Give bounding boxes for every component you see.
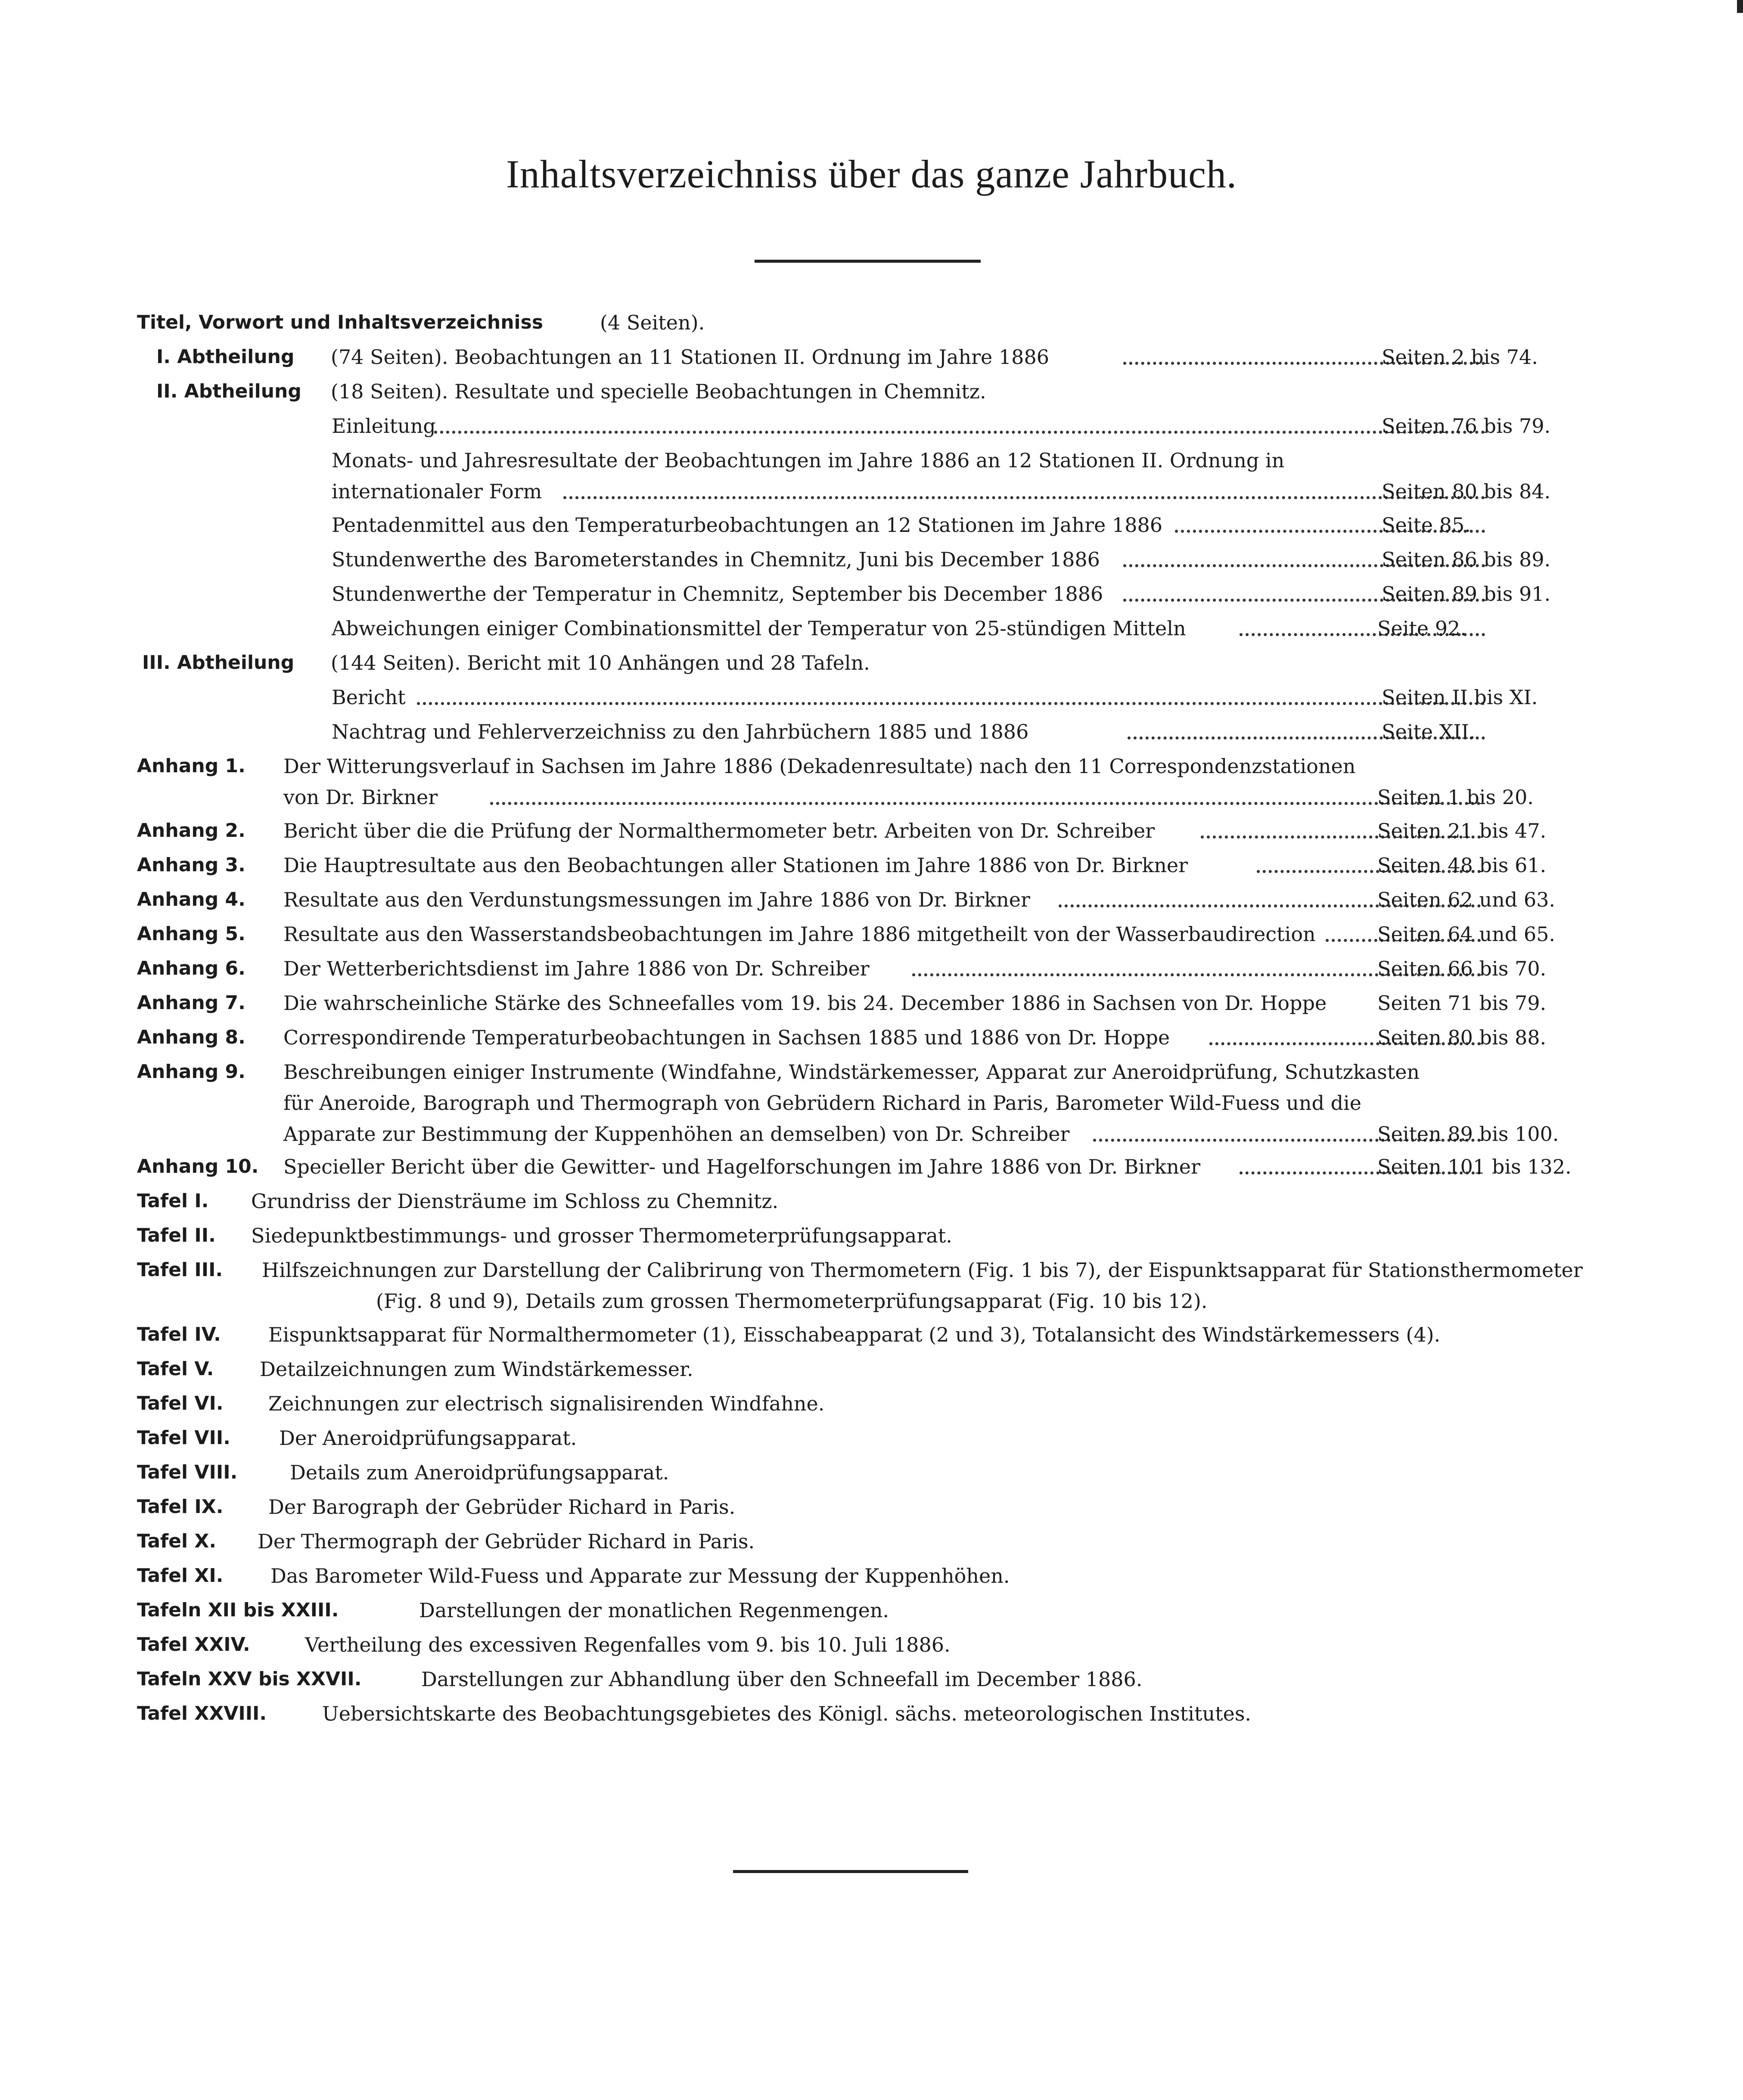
- anhang-text: von Dr. Birkner: [283, 786, 438, 809]
- tafel-heading: Tafeln XXV bis XXVII.: [137, 1668, 362, 1690]
- anhang-ref: Seiten 48 bis 61.: [1377, 854, 1547, 877]
- anhang-ref: Seiten 101 bis 132.: [1377, 1155, 1572, 1178]
- anhang-heading: Anhang 7.: [137, 992, 245, 1014]
- leader-dots: [563, 496, 1485, 499]
- abt2-text: (18 Seiten). Resultate und specielle Beobachtungen in Chemnitz.: [331, 380, 986, 403]
- abt3-text: (144 Seiten). Bericht mit 10 Anhängen und 28 Tafeln.: [331, 651, 870, 674]
- toc-tafel: [137, 1223, 1588, 1258]
- tafel-heading: Tafel II.: [137, 1224, 216, 1246]
- intro-text: (4 Seiten).: [600, 311, 705, 334]
- tafel-text: Details zum Aneroidprüfungsapparat.: [290, 1461, 669, 1484]
- closing-rule: [733, 1870, 968, 1873]
- tafel-text: Siedepunktbestimmungs- und grosser Thermometerprüfungsapparat.: [251, 1224, 952, 1247]
- toc-abt1: [137, 345, 1588, 379]
- anhang-heading: Anhang 8.: [137, 1026, 245, 1048]
- tafel-heading: Tafel V.: [137, 1358, 214, 1380]
- toc-abt2-item: [137, 547, 1588, 581]
- tafel-text: Uebersichtskarte des Beobachtungsgebietes des Königl. sächs. meteorologischen Institutes.: [322, 1702, 1252, 1725]
- anhang-heading: Anhang 6.: [137, 957, 245, 979]
- anhang-heading: Anhang 4.: [137, 888, 245, 910]
- tafel-heading: Tafel X.: [137, 1530, 217, 1552]
- item-text: Abweichungen einiger Combinationsmittel der Temperatur von 25-stündigen Mitteln: [332, 617, 1186, 640]
- tafel-text: Eispunktsapparat für Normalthermometer (1), Eisschabeapparat (2 und 3), Totalansicht des Windstärkemessers (4).: [268, 1323, 1441, 1346]
- tafel-heading: Tafel IV.: [137, 1323, 221, 1345]
- item-text: internationaler Form: [332, 480, 542, 503]
- anhang-text-line2: für Aneroide, Barograph und Thermograph von Gebrüdern Richard in Paris, Barometer Wild-Fuess und die: [283, 1091, 1361, 1115]
- toc-abt2: [137, 379, 1588, 413]
- tafel-heading: Tafel XI.: [137, 1565, 224, 1587]
- toc-anhang: [137, 1025, 1588, 1059]
- tafel-text: Grundriss der Diensträume im Schloss zu Chemnitz.: [251, 1190, 779, 1213]
- tafel-text: Darstellungen der monatlichen Regenmengen.: [419, 1599, 889, 1622]
- tafel-text: Das Barometer Wild-Fuess und Apparate zur Messung der Kuppenhöhen.: [270, 1564, 1010, 1587]
- anhang-ref: Seiten 62 und 63.: [1377, 888, 1556, 911]
- toc-tafel: [137, 1529, 1588, 1563]
- abt1-heading: I. Abtheilung: [156, 346, 295, 368]
- toc-tafel: [137, 1598, 1588, 1632]
- anhang-ref: Seiten 89 bis 100.: [1377, 1122, 1559, 1146]
- anhang-heading: Anhang 5.: [137, 923, 245, 945]
- tafel-text: Vertheilung des excessiven Regenfalles vom 9. bis 10. Juli 1886.: [305, 1633, 951, 1656]
- tafel-heading: Tafeln XII bis XXIII.: [137, 1599, 339, 1621]
- page-title: Inhaltsverzeichniss über das ganze Jahrbuch.: [506, 152, 1237, 196]
- toc-anhang: [137, 956, 1588, 991]
- tafel-text: Hilfszeichnungen zur Darstellung der Calibrirung von Thermometern (Fig. 1 bis 7), der Eispunktsapparat für Stationsthermometer: [262, 1258, 1583, 1282]
- item-ref: Seiten 86 bis 89.: [1382, 548, 1551, 571]
- anhang-text: Resultate aus den Wasserstandsbeobachtungen im Jahre 1886 mitgetheilt von der Wasserbaudirection: [283, 923, 1316, 946]
- toc-abt2-item: [137, 413, 1588, 448]
- toc-anhang: [137, 1059, 1588, 1154]
- toc-abt2-item: [137, 581, 1588, 616]
- leader-dots: [417, 702, 1485, 705]
- tafel-text: Der Aneroidprüfungsapparat.: [279, 1426, 577, 1450]
- tafel-heading: Tafel XXIV.: [137, 1634, 250, 1656]
- anhang-text: Die Hauptresultate aus den Beobachtungen aller Stationen im Jahre 1886 von Dr. Birkner: [283, 854, 1188, 877]
- item-ref: Seiten 89 bis 91.: [1382, 582, 1551, 606]
- item-text: Pentadenmittel aus den Temperaturbeobachtungen an 12 Stationen im Jahre 1886: [332, 513, 1162, 537]
- table-of-contents: [137, 310, 1588, 1736]
- toc-anhang: [137, 1154, 1588, 1189]
- toc-abt3: [137, 650, 1588, 685]
- toc-tafel: [137, 1357, 1588, 1391]
- toc-abt3-item: [137, 685, 1588, 719]
- toc-anhang: [137, 818, 1588, 853]
- title-rule: [755, 260, 981, 263]
- tafel-heading: Tafel VII.: [137, 1427, 230, 1449]
- tafel-text: Darstellungen zur Abhandlung über den Schneefall im December 1886.: [421, 1668, 1143, 1691]
- anhang-ref: Seiten 80 bis 88.: [1377, 1026, 1547, 1049]
- tafel-heading: Tafel VI.: [137, 1392, 224, 1414]
- anhang-text-line1: Beschreibungen einiger Instrumente (Windfahne, Windstärkemesser, Apparat zur Aneroidprüfung, Schutzkasten: [283, 1060, 1420, 1084]
- anhang-heading: Anhang 9.: [137, 1061, 245, 1083]
- tafel-text-line2: (Fig. 8 und 9), Details zum grossen Thermometerprüfungsapparat (Fig. 10 bis 12).: [376, 1289, 1208, 1313]
- toc-tafel: [137, 1460, 1588, 1494]
- anhang-text: Der Wetterberichtsdienst im Jahre 1886 von Dr. Schreiber: [283, 957, 870, 980]
- toc-intro: [137, 310, 1588, 345]
- leader-dots: [490, 802, 1481, 805]
- toc-tafel: [137, 1189, 1588, 1223]
- anhang-ref: Seiten 64 und 65.: [1377, 923, 1556, 946]
- tafel-heading: Tafel VIII.: [137, 1461, 238, 1483]
- anhang-ref: Seiten 66 bis 70.: [1377, 957, 1547, 980]
- toc-anhang: [137, 922, 1588, 956]
- toc-tafel: [137, 1494, 1588, 1529]
- item-text: Einleitung: [332, 414, 436, 438]
- anhang-text: Die wahrscheinliche Stärke des Schneefalles vom 19. bis 24. December 1886 in Sachsen von Dr. Hoppe: [283, 991, 1327, 1015]
- tafel-text: Der Barograph der Gebrüder Richard in Paris.: [268, 1495, 736, 1519]
- item-text: Stundenwerthe der Temperatur in Chemnitz, September bis December 1886: [332, 582, 1103, 606]
- abt1-ref: Seiten 2 bis 74.: [1382, 345, 1538, 369]
- anhang-heading: Anhang 1.: [137, 755, 245, 777]
- toc-abt2-item: [137, 616, 1588, 650]
- toc-tafel: [137, 1632, 1588, 1667]
- tafel-text: Zeichnungen zur electrisch signalisirenden Windfahne.: [268, 1392, 825, 1415]
- tafel-text: Der Thermograph der Gebrüder Richard in Paris.: [258, 1530, 755, 1553]
- toc-abt2-item: [137, 448, 1588, 513]
- toc-tafel: [137, 1258, 1588, 1322]
- item-ref: Seite 92.: [1377, 617, 1466, 640]
- anhang-text: Bericht über die die Prüfung der Normalthermometer betr. Arbeiten von Dr. Schreiber: [283, 819, 1155, 842]
- toc-tafel: [137, 1322, 1588, 1357]
- toc-anhang: [137, 887, 1588, 922]
- anhang-ref: Seiten 71 bis 79.: [1377, 991, 1547, 1015]
- toc-tafel: [137, 1391, 1588, 1426]
- tafel-text: Detailzeichnungen zum Windstärkemesser.: [260, 1358, 693, 1381]
- item-ref: Seiten 80 bis 84.: [1382, 480, 1551, 503]
- anhang-text-line1: Der Witterungsverlauf in Sachsen im Jahre 1886 (Dekadenresultate) nach den 11 Correspondenzstationen: [283, 755, 1356, 778]
- item-text: Nachtrag und Fehlerverzeichniss zu den Jahrbüchern 1885 und 1886: [332, 720, 1029, 743]
- tafel-heading: Tafel I.: [137, 1190, 209, 1212]
- toc-anhang: [137, 853, 1588, 887]
- item-ref: Seite 85.: [1382, 513, 1471, 537]
- tafel-heading: Tafel XXVIII.: [137, 1702, 267, 1724]
- item-text: Bericht: [332, 686, 406, 709]
- tafel-heading: Tafel III.: [137, 1259, 223, 1281]
- anhang-text: Resultate aus den Verdunstungsmessungen im Jahre 1886 von Dr. Birkner: [283, 888, 1030, 911]
- leader-dots: [434, 431, 1485, 434]
- tafel-heading: Tafel IX.: [137, 1496, 224, 1518]
- toc-abt3-item: [137, 719, 1588, 754]
- item-text-line1: Monats- und Jahresresultate der Beobachtungen im Jahre 1886 an 12 Stationen II. Ordnung in: [332, 449, 1285, 472]
- item-ref: Seiten II bis XI.: [1382, 686, 1538, 709]
- abt2-heading: II. Abtheilung: [156, 380, 301, 402]
- intro-heading: Titel, Vorwort und Inhaltsverzeichniss: [137, 311, 544, 333]
- toc-anhang: [137, 754, 1588, 818]
- item-text: Stundenwerthe des Barometerstandes in Chemnitz, Juni bis December 1886: [332, 548, 1100, 571]
- edge-mark: [1737, 0, 1743, 13]
- item-ref: Seite XII.: [1382, 720, 1476, 743]
- toc-tafel: [137, 1563, 1588, 1598]
- anhang-text: Apparate zur Bestimmung der Kuppenhöhen an demselben) von Dr. Schreiber: [283, 1122, 1070, 1146]
- item-ref: Seiten 76 bis 79.: [1382, 414, 1551, 438]
- anhang-heading: Anhang 2.: [137, 820, 245, 842]
- anhang-text: Specieller Bericht über die Gewitter- und Hagelforschungen im Jahre 1886 von Dr. Birkner: [283, 1155, 1200, 1178]
- toc-abt2-item: [137, 513, 1588, 547]
- anhang-heading: Anhang 10.: [137, 1156, 259, 1177]
- toc-tafel: [137, 1701, 1588, 1736]
- toc-anhang: [137, 991, 1588, 1025]
- toc-tafel: [137, 1426, 1588, 1460]
- toc-tafel: [137, 1667, 1588, 1701]
- anhang-heading: Anhang 3.: [137, 854, 245, 876]
- anhang-text: Correspondirende Temperaturbeobachtungen in Sachsen 1885 und 1886 von Dr. Hoppe: [283, 1026, 1170, 1049]
- abt1-text: (74 Seiten). Beobachtungen an 11 Stationen II. Ordnung im Jahre 1886: [331, 345, 1049, 369]
- anhang-ref: Seiten 1 bis 20.: [1377, 786, 1534, 809]
- anhang-ref: Seiten 21 bis 47.: [1377, 819, 1547, 842]
- abt3-heading: III. Abtheilung: [142, 652, 295, 674]
